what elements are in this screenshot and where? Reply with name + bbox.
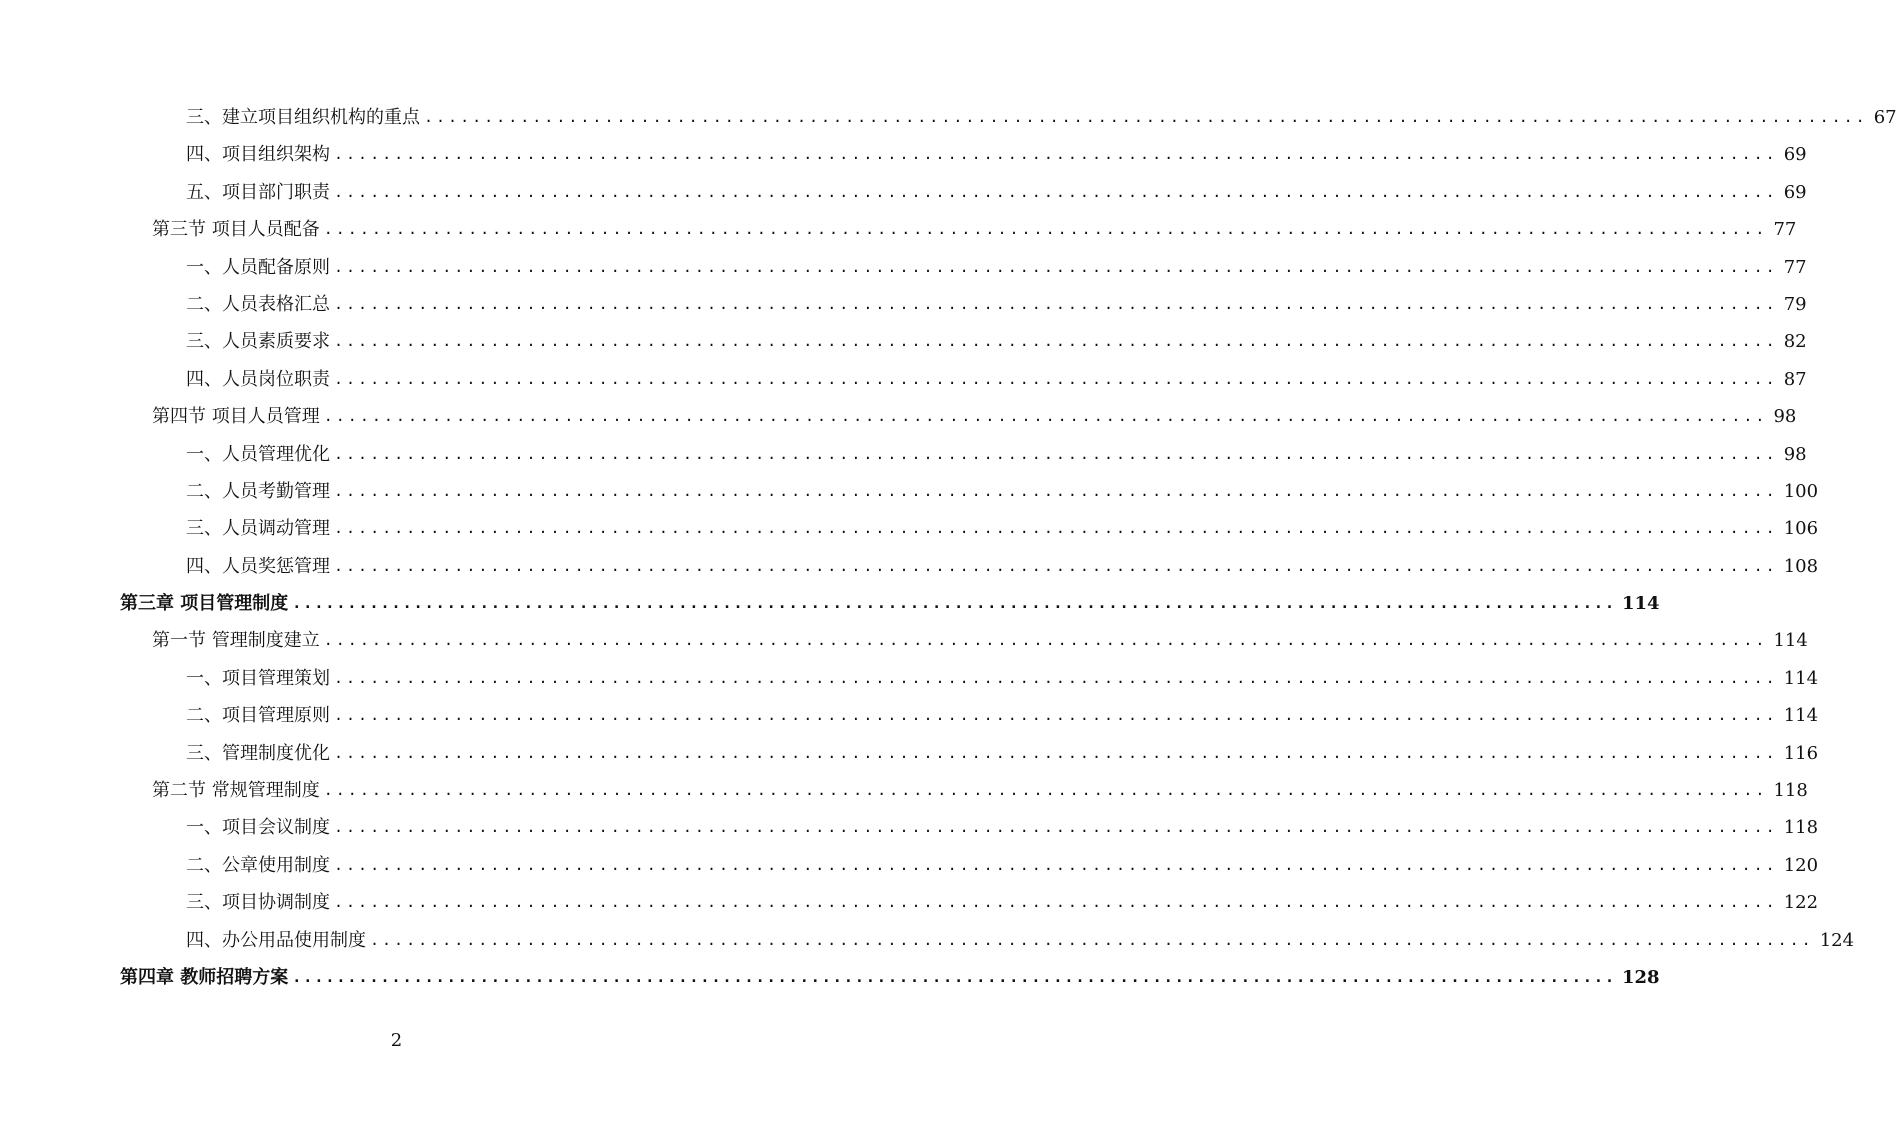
toc-entry-title: 四、项目组织架构	[186, 144, 330, 166]
dot-leader: ........................................................................................................................	[334, 294, 1778, 313]
toc-entry-title: 二、项目管理原则	[186, 705, 330, 727]
toc-entry-title: 二、人员考勤管理	[186, 480, 330, 502]
toc-entry-title: 一、项目会议制度	[186, 817, 330, 839]
toc-entry-title: 三、管理制度优化	[186, 742, 330, 764]
toc-entry-title: 一、人员管理优化	[186, 443, 330, 465]
toc-entry-title: 三、人员素质要求	[186, 331, 330, 353]
toc-subsection-entry[interactable]	[120, 884, 1819, 921]
toc-entry-page-number: 82	[1783, 331, 1807, 353]
toc-chapter-entry[interactable]	[120, 959, 1660, 996]
toc-entry-page-number: 124	[1819, 929, 1855, 951]
toc-subsection-entry[interactable]	[120, 99, 1897, 136]
dot-leader: ........................................................................................................................	[334, 519, 1778, 538]
toc-entry-title: 第三节 项目人员配备	[152, 219, 320, 241]
dot-leader: ........................................................................................................................	[334, 706, 1778, 725]
page-number: 2	[390, 1030, 403, 1051]
toc-entry-page-number: 114	[1783, 667, 1819, 689]
toc-entry-page-number: 118	[1783, 817, 1819, 839]
dot-leader: ........................................................................................................................	[292, 967, 1616, 986]
toc-entry-page-number: 98	[1773, 406, 1797, 428]
dot-leader: ........................................................................................................................	[292, 594, 1616, 613]
dot-leader: ........................................................................................................................	[334, 743, 1778, 762]
toc-entry-page-number: 87	[1783, 368, 1807, 390]
dot-leader: ........................................................................................................................	[334, 444, 1778, 463]
toc-entry-title: 二、人员表格汇总	[186, 293, 330, 315]
toc-entry-page-number: 114	[1783, 705, 1819, 727]
dot-leader: ........................................................................................................................	[334, 668, 1778, 687]
toc-entry-page-number: 114	[1621, 593, 1660, 615]
toc-section-entry[interactable]	[120, 211, 1797, 248]
dot-leader: ........................................................................................................................	[334, 556, 1778, 575]
toc-subsection-entry[interactable]	[120, 473, 1819, 510]
table-of-contents	[120, 99, 1897, 996]
dot-leader: ........................................................................................................................	[334, 893, 1778, 912]
toc-section-entry[interactable]	[120, 398, 1797, 435]
toc-subsection-entry[interactable]	[120, 735, 1819, 772]
toc-entry-title: 四、人员岗位职责	[186, 368, 330, 390]
toc-entry-title: 第二节 常规管理制度	[152, 780, 320, 802]
dot-leader: ........................................................................................................................	[323, 631, 1768, 650]
toc-entry-page-number: 98	[1783, 443, 1807, 465]
toc-entry-title: 四、人员奖惩管理	[186, 555, 330, 577]
toc-entry-title: 第四章 教师招聘方案	[120, 966, 289, 988]
toc-subsection-entry[interactable]	[120, 847, 1819, 884]
dot-leader: ........................................................................................................................	[370, 930, 1814, 949]
dot-leader: ........................................................................................................................	[424, 108, 1868, 126]
toc-entry-page-number: 116	[1783, 742, 1819, 764]
dot-leader: ........................................................................................................................	[334, 332, 1778, 351]
dot-leader: ........................................................................................................................	[334, 481, 1778, 500]
toc-entry-title: 三、人员调动管理	[186, 518, 330, 540]
dot-leader: ........................................................................................................................	[334, 818, 1778, 837]
dot-leader: ........................................................................................................................	[323, 781, 1768, 800]
toc-entry-page-number: 122	[1783, 892, 1819, 914]
toc-entry-title: 三、建立项目组织机构的重点	[186, 107, 420, 128]
toc-entry-page-number: 67	[1873, 107, 1897, 128]
toc-subsection-entry[interactable]	[120, 323, 1807, 360]
toc-subsection-entry[interactable]	[120, 361, 1807, 398]
toc-subsection-entry[interactable]	[120, 697, 1819, 734]
toc-subsection-entry[interactable]	[120, 548, 1819, 585]
toc-subsection-entry[interactable]	[120, 136, 1807, 173]
dot-leader: ........................................................................................................................	[334, 145, 1778, 164]
toc-subsection-entry[interactable]	[120, 436, 1807, 473]
toc-section-entry[interactable]	[120, 772, 1808, 809]
toc-entry-page-number: 79	[1783, 293, 1807, 315]
toc-entry-page-number: 114	[1773, 630, 1808, 652]
toc-entry-title: 三、项目协调制度	[186, 892, 330, 914]
dot-leader: ........................................................................................................................	[334, 182, 1778, 201]
toc-subsection-entry[interactable]	[120, 922, 1855, 959]
toc-entry-page-number: 77	[1773, 219, 1797, 241]
toc-entry-title: 第一节 管理制度建立	[152, 630, 320, 652]
toc-subsection-entry[interactable]	[120, 286, 1807, 323]
toc-entry-page-number: 128	[1621, 966, 1660, 988]
toc-section-entry[interactable]	[120, 622, 1808, 659]
toc-entry-title: 第四节 项目人员管理	[152, 406, 320, 428]
toc-entry-title: 一、人员配备原则	[186, 256, 330, 278]
toc-subsection-entry[interactable]	[120, 510, 1819, 547]
toc-entry-title: 五、项目部门职责	[186, 181, 330, 203]
dot-leader: ........................................................................................................................	[323, 407, 1768, 426]
toc-chapter-entry[interactable]	[120, 585, 1660, 622]
toc-entry-page-number: 120	[1783, 854, 1819, 876]
dot-leader: ........................................................................................................................	[334, 257, 1778, 276]
toc-subsection-entry[interactable]	[120, 660, 1819, 697]
toc-entry-title: 第三章 项目管理制度	[120, 593, 289, 615]
dot-leader: ........................................................................................................................	[334, 855, 1778, 874]
toc-entry-page-number: 69	[1783, 181, 1807, 203]
toc-entry-title: 一、项目管理策划	[186, 667, 330, 689]
toc-entry-page-number: 106	[1783, 518, 1819, 540]
dot-leader: ........................................................................................................................	[334, 369, 1778, 388]
toc-entry-page-number: 108	[1783, 555, 1819, 577]
toc-entry-page-number: 100	[1783, 480, 1819, 502]
toc-entry-title: 二、公章使用制度	[186, 854, 330, 876]
toc-entry-page-number: 69	[1783, 144, 1807, 166]
toc-entry-page-number: 77	[1783, 256, 1807, 278]
toc-subsection-entry[interactable]	[120, 249, 1807, 286]
toc-entry-page-number: 118	[1773, 780, 1808, 802]
toc-subsection-entry[interactable]	[120, 174, 1807, 211]
toc-subsection-entry[interactable]	[120, 809, 1819, 846]
toc-entry-title: 四、办公用品使用制度	[186, 929, 366, 951]
dot-leader: ........................................................................................................................	[323, 220, 1768, 239]
